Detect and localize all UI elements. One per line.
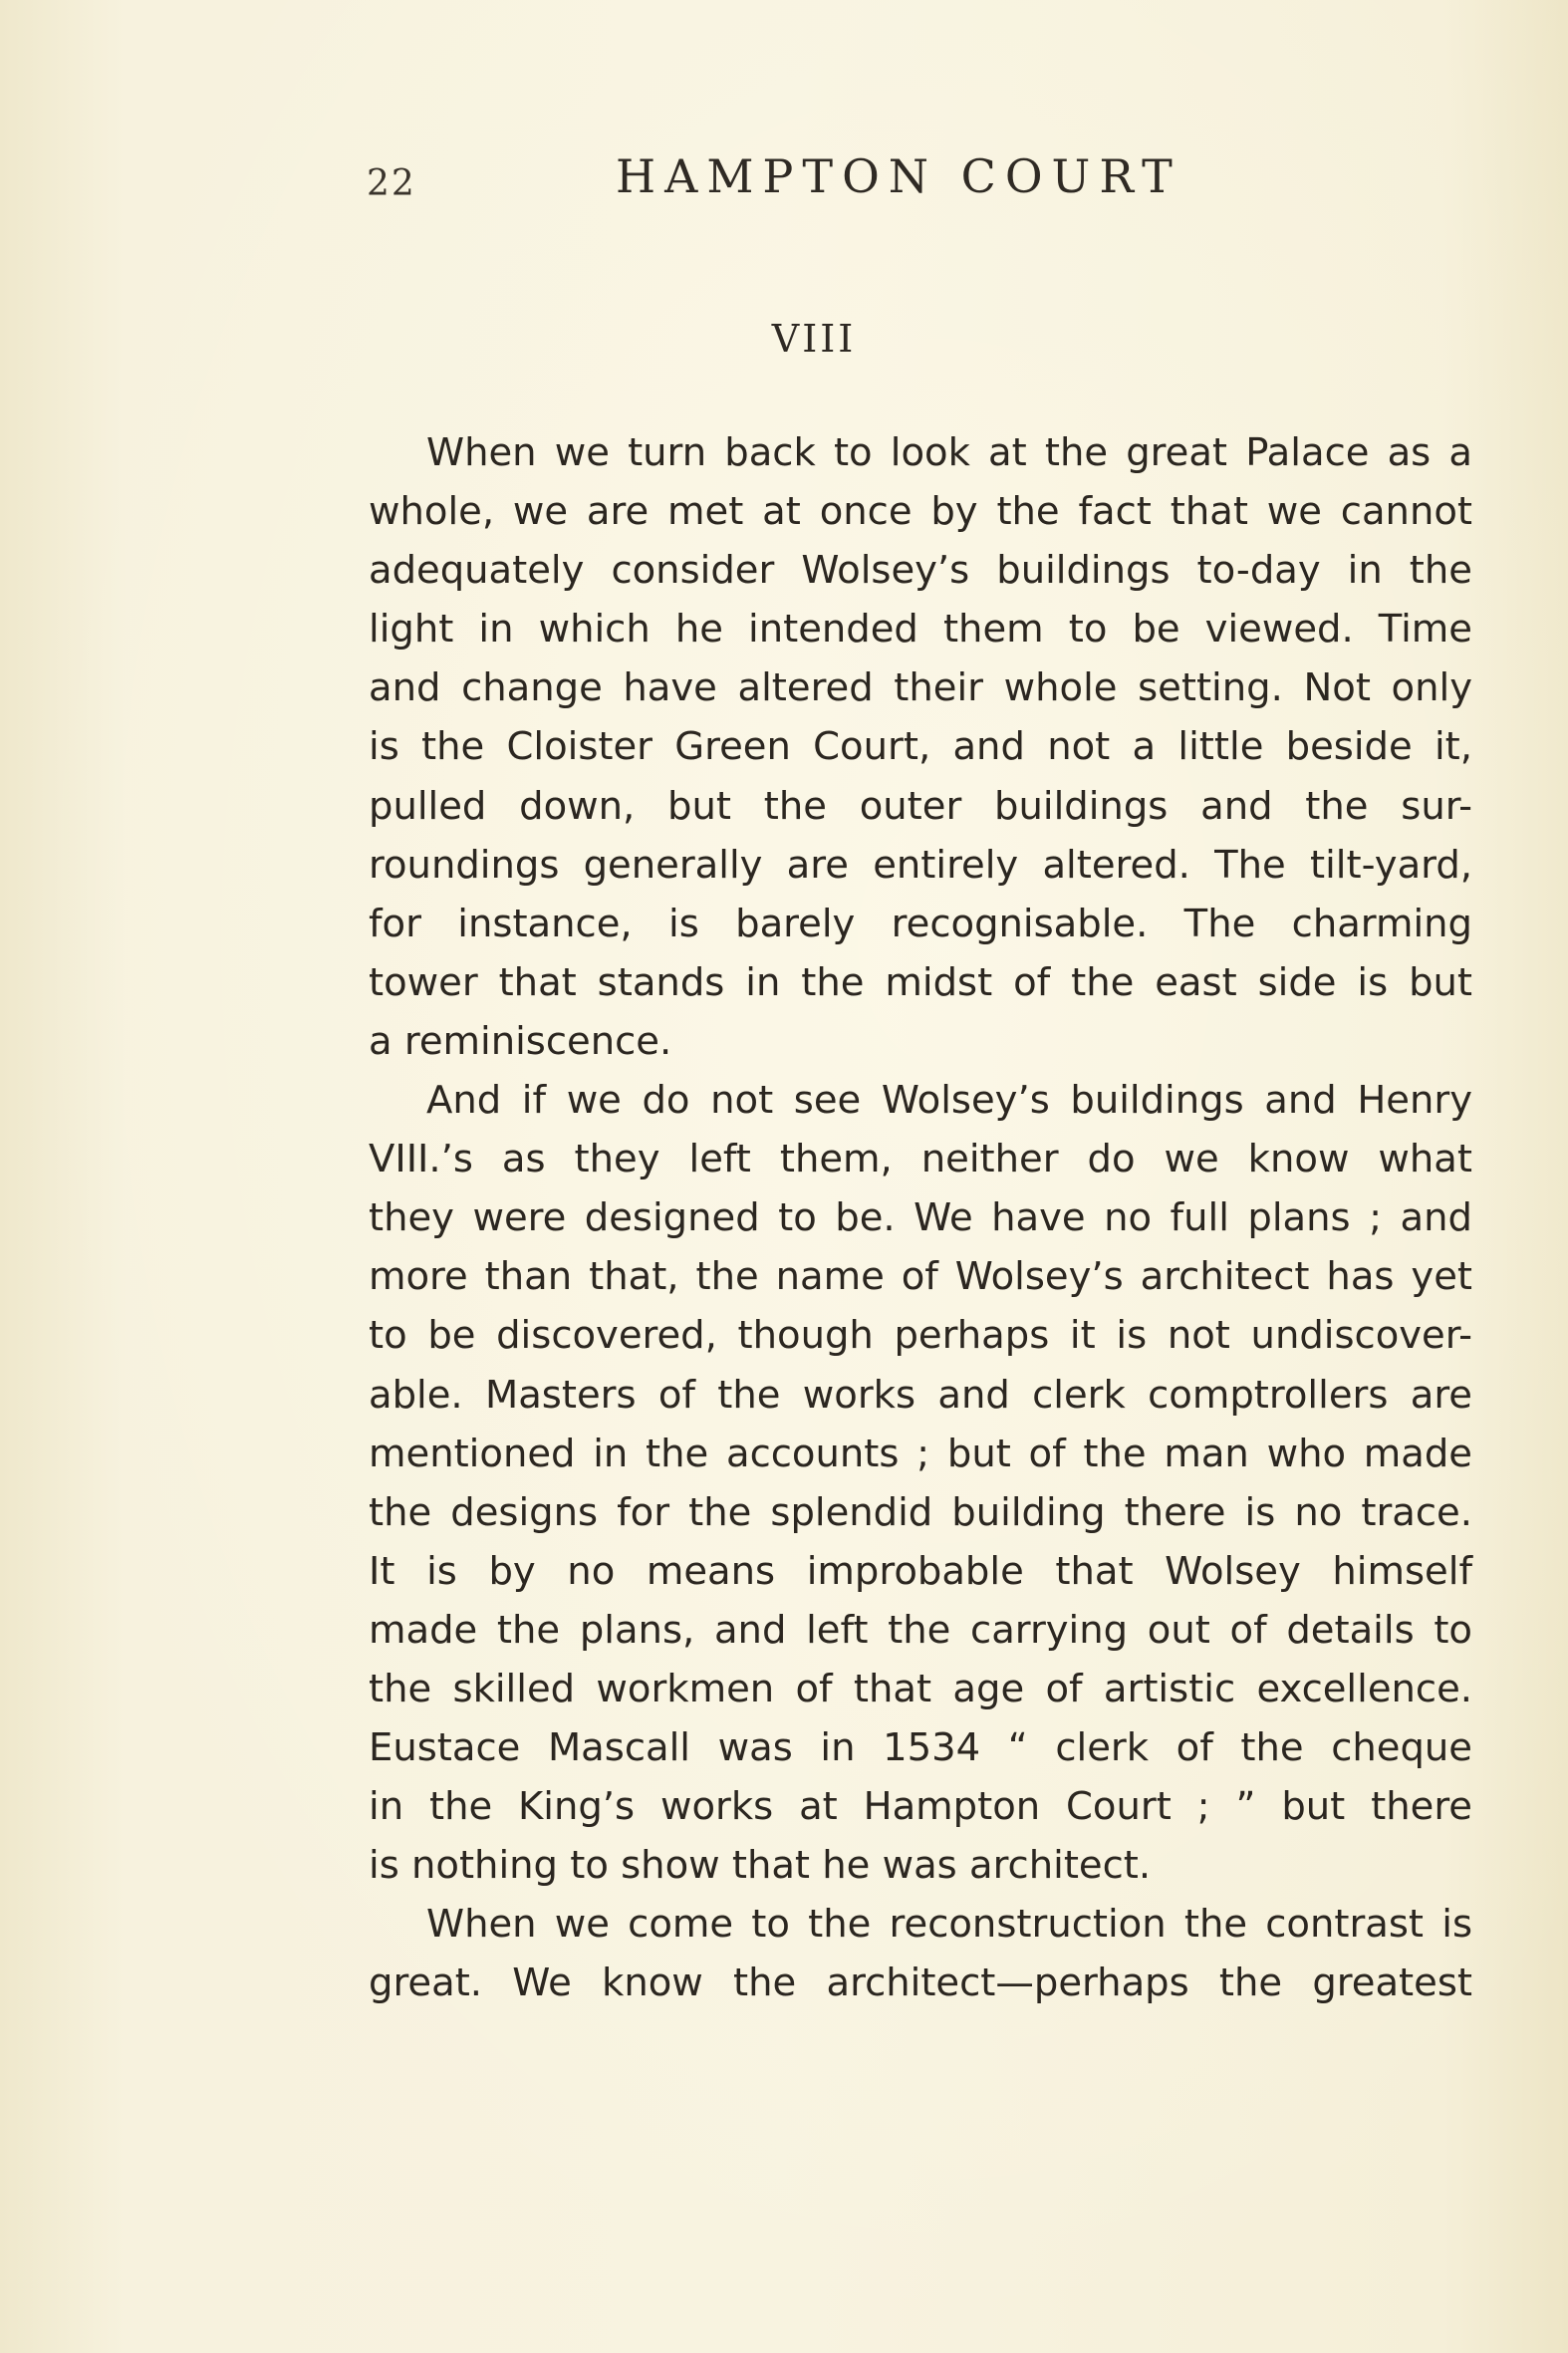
text-line: for instance, is barely recognisable. The charming (369, 901, 1472, 946)
body-text (369, 423, 1472, 2013)
running-title: HAMPTON COURT (616, 149, 1181, 203)
text-line: great. We know the architect—perhaps the greatest (369, 1961, 1472, 2006)
text-line: able. Masters of the works and clerk comptrollers are (369, 1372, 1472, 1418)
section-heading: VIII (771, 317, 857, 361)
text-line: is nothing to show that he was architect. (369, 1843, 1152, 1889)
text-line: adequately consider Wolsey’s buildings to-day in the (369, 548, 1472, 594)
paragraph-2 (369, 1071, 1472, 1895)
text-line: light in which he intended them to be viewed. Time (369, 607, 1472, 653)
text-line: is the Cloister Green Court, and not a little beside it, (369, 724, 1472, 770)
text-line: pulled down, but the outer buildings and the sur- (369, 783, 1472, 829)
text-line: the designs for the splendid building there is no trace. (369, 1489, 1472, 1535)
text-line: It is by no means improbable that Wolsey himself (369, 1548, 1472, 1594)
text-line: When we come to the reconstruction the contrast is (426, 1902, 1472, 1948)
text-line: in the King’s works at Hampton Court ; ” but there (369, 1784, 1472, 1830)
text-line: And if we do not see Wolsey’s buildings and Henry (426, 1078, 1472, 1124)
text-line: When we turn back to look at the great Palace as a (426, 430, 1472, 475)
page-number: 22 (367, 163, 416, 204)
text-line: whole, we are met at once by the fact that we cannot (369, 489, 1472, 535)
text-line: they were designed to be. We have no full plans ; and (369, 1195, 1472, 1241)
paragraph-1 (369, 423, 1472, 1071)
text-line: mentioned in the accounts ; but of the man who made (369, 1431, 1472, 1476)
paragraph-3 (369, 1895, 1472, 2012)
text-line: more than that, the name of Wolsey’s architect has yet (369, 1254, 1472, 1300)
text-line: and change have altered their whole setting. Not only (369, 665, 1472, 711)
text-line: roundings generally are entirely altered. The tilt-yard, (369, 842, 1472, 888)
text-line: tower that stands in the midst of the east side is but (369, 959, 1472, 1005)
running-head (367, 149, 1482, 209)
text-line: VIII.’s as they left them, neither do we know what (369, 1137, 1472, 1182)
text-line: Eustace Mascall was in 1534 “ clerk of the cheque (369, 1725, 1472, 1771)
text-line: made the plans, and left the carrying out of details to (369, 1607, 1472, 1653)
text-line: a reminiscence. (369, 1018, 672, 1064)
text-line: the skilled workmen of that age of artistic excellence. (369, 1666, 1472, 1711)
text-line: to be discovered, though perhaps it is not undiscover- (369, 1313, 1472, 1359)
